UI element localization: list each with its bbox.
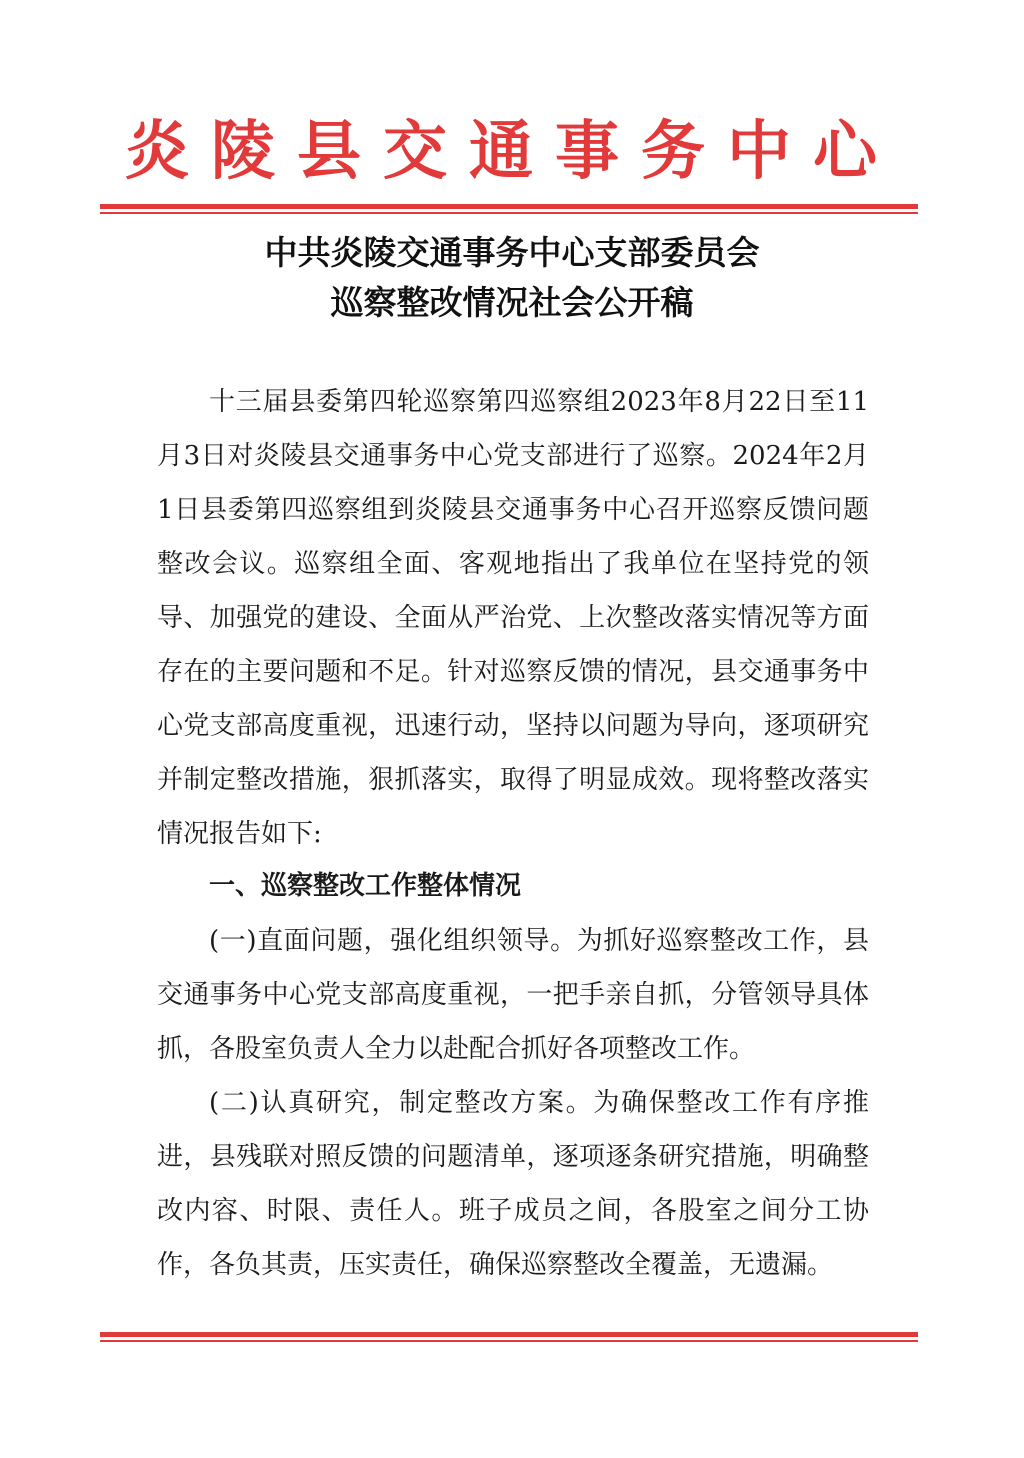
item-1-body: 为抓好巡察整改工作，县交通事务中心党支部高度重视，一把手亲自抓，分管领导具体抓，各股室负责人全力以赴配合抓好各项整改工作。 bbox=[157, 926, 869, 1064]
item-2-lead: (二)认真研究，制定整改方案。 bbox=[209, 1088, 594, 1118]
document-title-line1: 中共炎陵交通事务中心支部委员会 bbox=[264, 233, 760, 272]
item-1-lead: (一)直面问题，强化组织领导。 bbox=[209, 926, 577, 956]
document-title-line2: 巡察整改情况社会公开稿 bbox=[330, 283, 694, 322]
item-paragraph-2 bbox=[157, 1076, 869, 1292]
letterhead-divider bbox=[100, 204, 918, 214]
item-2-body: 为确保整改工作有序推进，县残联对照反馈的问题清单，逐项逐条研究措施，明确整改内容、时限、责任人。班子成员之间，各股室之间分工协作，各负其责，压实责任，确保巡察整改全覆盖，无遗漏。 bbox=[157, 1088, 869, 1280]
footer-divider bbox=[100, 1332, 918, 1342]
item-paragraph-1 bbox=[157, 914, 869, 1076]
footer-thin-line bbox=[100, 1340, 918, 1342]
divider-thin-line bbox=[100, 212, 918, 214]
intro-paragraph: 十三届县委第四轮巡察第四巡察组2023年8月22日至11月3日对炎陵县交通事务中心党支部进行了巡察。2024年2月1日县委第四巡察组到炎陵县交通事务中心召开巡察反馈问题整改会议。巡察组全面、客观地指出了我单位在坚持党的领导、加强党的建设、全面从严治党、上次整改落实情况等方面存在的主要问题和不足。针对巡察反馈的情况，县交通事务中心党支部高度重视，迅速行动，坚持以问题为导向，逐项研究并制定整改措施，狠抓落实，取得了明显成效。现将整改落实情况报告如下: bbox=[157, 387, 869, 849]
letterhead-org-name: 炎陵县交通事务中心 bbox=[125, 114, 899, 189]
divider-thick-line bbox=[100, 204, 918, 209]
section-heading: 一、巡察整改工作整体情况 bbox=[209, 871, 522, 901]
footer-thick-line bbox=[100, 1332, 918, 1337]
